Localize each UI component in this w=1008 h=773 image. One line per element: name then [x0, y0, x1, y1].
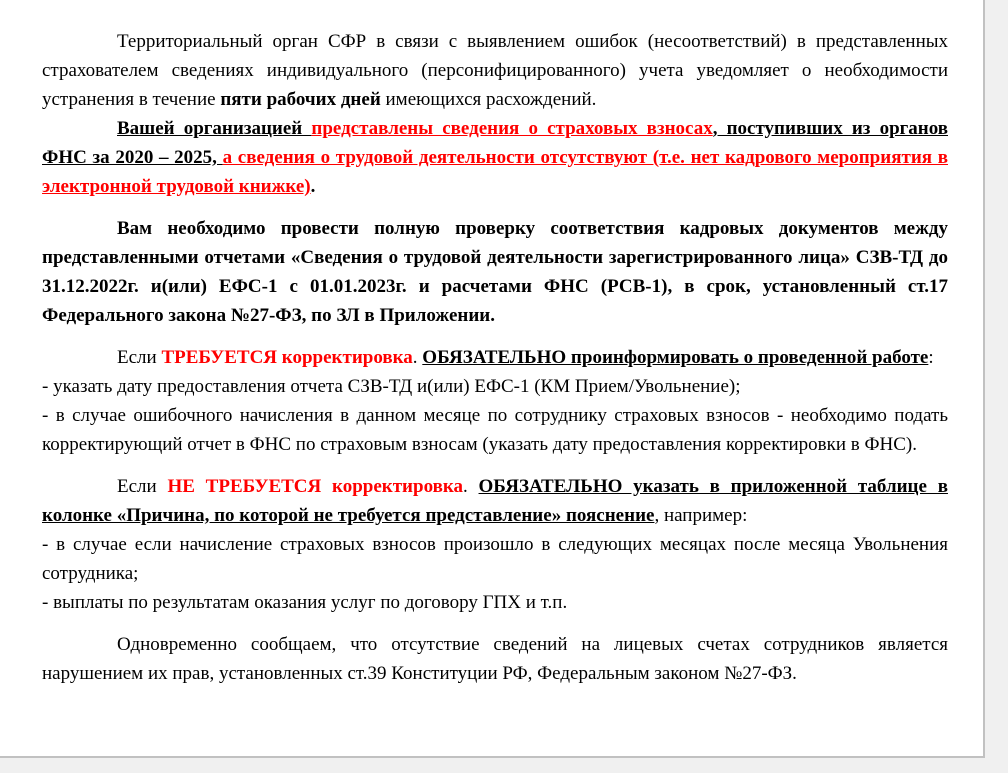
text-run: Вашей организацией: [117, 118, 312, 139]
text-run: .: [310, 176, 316, 197]
text-run: ОБЯЗАТЕЛЬНО указать в приложенной таблице в колонке «Причина, по которой не требуется представление» пояснение: [42, 476, 948, 526]
text-run: а сведения о трудовой деятельности отсутствуют (т.е. нет кадрового мероприятия в электронной трудовой книжке): [42, 147, 948, 197]
list-item-erroneous-accrual: [42, 401, 948, 459]
paragraph-closing: [42, 630, 948, 688]
text-run: ОБЯЗАТЕЛЬНО проинформировать о проведенной работе: [422, 347, 929, 368]
paragraph-if-correction-required: [42, 343, 948, 372]
paragraph-intro: [42, 27, 948, 114]
paragraph-spacer: [42, 459, 948, 472]
text-run: НЕ ТРЕБУЕТСЯ корректировка: [167, 476, 464, 497]
paragraph-if-no-correction-required: [42, 472, 948, 530]
text-run: .: [463, 476, 479, 497]
text-run: имеющихся расхождений.: [380, 89, 597, 110]
text-run: - в случае если начисление страховых взносов произошло в следующих месяцах после месяца Увольнения сотрудника;: [42, 534, 948, 584]
paragraph-instruction: [42, 214, 948, 330]
text-run: Территориальный орган СФР в связи с выявлением ошибок (несоответствий) в представленных страхователем сведениях индивидуального (персонифицированного) учета уведомляет о необходимости устранения в течение: [42, 31, 948, 110]
text-run: представлены сведения о страховых взносах: [311, 118, 713, 139]
text-run: Вам необходимо провести полную проверку соответствия кадровых документов между представленными отчетами «Сведения о трудовой деятельности зарегистрированного лица» СЗВ-ТД до 31.12.2022г. и(или) ЕФС-1 с 01.01.2023г. и расчетами ФНС (РСВ-1), в срок, установленный ст.17 Федерального закона №27-ФЗ, по ЗЛ в Приложении.: [42, 218, 948, 326]
text-run: Если: [117, 347, 162, 368]
paragraph-spacer: [42, 330, 948, 343]
text-run: :: [928, 347, 934, 368]
paragraph-violation-notice: [42, 114, 948, 201]
paragraph-spacer: [42, 617, 948, 630]
paragraph-spacer: [42, 201, 948, 214]
text-run: ТРЕБУЕТСЯ корректировка: [161, 347, 413, 368]
list-item-accrual-after-dismissal: [42, 530, 948, 588]
text-run: пяти рабочих дней: [220, 89, 381, 110]
text-run: - в случае ошибочного начисления в данном месяце по сотруднику страховых взносов - необходимо подать корректирующий отчет в ФНС по страховым взносам (указать дату предоставления корректировки в ФНС).: [42, 405, 948, 455]
text-run: - выплаты по результатам оказания услуг по договору ГПХ и т.п.: [42, 592, 568, 613]
list-item-report-date: [42, 372, 948, 401]
text-run: .: [412, 347, 423, 368]
text-run: - указать дату предоставления отчета СЗВ-ТД и(или) ЕФС-1 (КМ Прием/Увольнение);: [42, 376, 741, 397]
text-run: Одновременно сообщаем, что отсутствие сведений на лицевых счетах сотрудников является нарушением их прав, установленных ст.39 Конституции РФ, Федеральным законом №27-ФЗ.: [42, 634, 948, 684]
text-run: Если: [117, 476, 168, 497]
text-run: , например:: [654, 505, 748, 526]
text-run: , поступивших из органов ФНС за 2020 – 2025,: [42, 118, 948, 168]
list-item-gph-payments: [42, 588, 948, 617]
